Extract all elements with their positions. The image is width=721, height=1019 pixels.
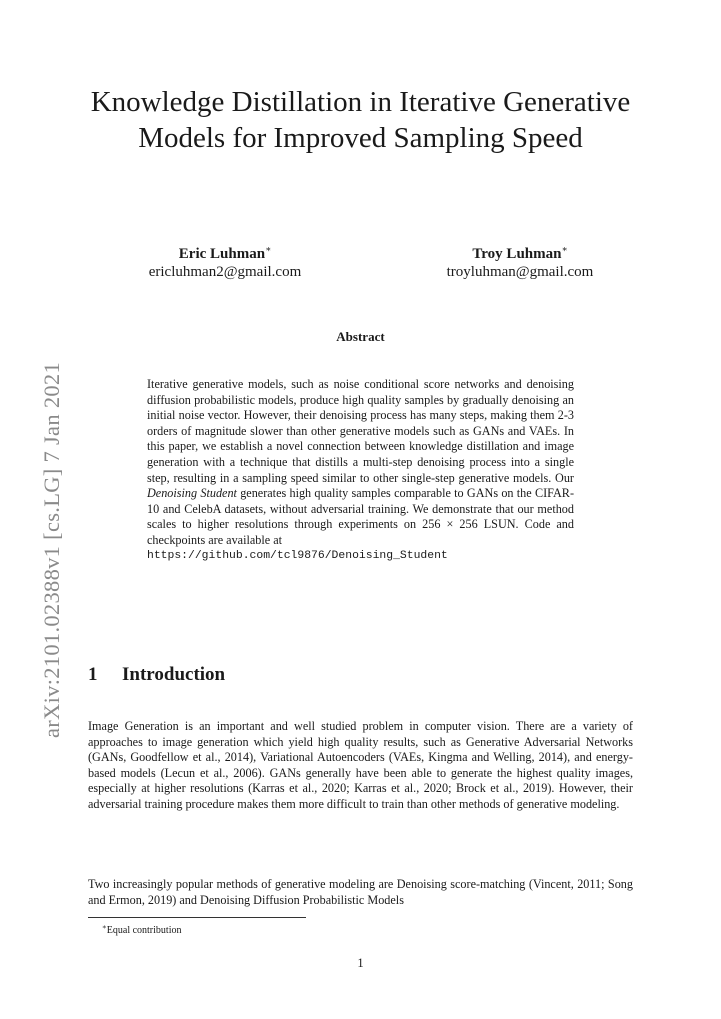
method-name: Denoising Student: [147, 486, 237, 501]
author-name: Troy Luhman∗: [472, 244, 568, 262]
section-title: Introduction: [122, 664, 226, 685]
arxiv-identifier: arXiv:2101.02388v1 [cs.LG] 7 Jan 2021: [39, 361, 64, 739]
section-number: 1: [88, 664, 98, 685]
footnote-rule: [88, 917, 306, 918]
author-block-2: [395, 240, 645, 281]
author-block-1: [100, 240, 350, 281]
abstract-body: Iterative generative models, such as noise conditional score networks and denoising diffusion probabilistic models, produce high quality samples by gradually denoising an initial noise vector. However, their denoising process has many steps, making them 2-3 orders of magnitude slower than other generative models such as GANs and VAEs. In this paper, we establish a novel connection between knowledge distillation and image generation with a technique that distills a multi-step denoising process into a single step, resulting in a sampling speed similar to other single-step generative models. Our Denoising Student generates high quality samples comparable to GANs on the CIFAR-10 and CelebA datasets, without adversarial training. We demonstrate that our method scales to higher resolutions through experiments on 256 × 256 LSUN. Code and checkpoints are available at https://github.com/tcl9876/Denoising_Student: [147, 377, 574, 564]
author-email: troyluhman@gmail.com: [446, 264, 594, 280]
author-email: ericluhman2@gmail.com: [148, 264, 302, 280]
abstract-heading: Abstract: [336, 329, 385, 344]
intro-paragraph-1: Image Generation is an important and well studied problem in computer vision. There are a variety of approaches to image generation which yield high quality results, such as Generative Adversarial Networks (GANs, Goodfellow et al., 2014), Variational Autoencoders (VAEs, Kingma and Welling, 2014), and energy-based models (Lecun et al., 2006). GANs generally have been able to generate the highest quality images, especially at higher resolutions (Karras et al., 2020; Karras et al., 2020; Brock et al., 2019). However, their adversarial training procedure makes them more difficult to train than other methods of generative modeling.: [88, 719, 633, 811]
author-name: Eric Luhman∗: [178, 244, 272, 262]
section-heading: [88, 664, 225, 686]
equal-contribution-mark: ∗: [265, 244, 272, 254]
footnote-mark: ∗: [102, 923, 107, 931]
intro-paragraph-2: Two increasingly popular methods of generative modeling are Denoising score-matching (Vincent, 2011; Song and Ermon, 2019) and Denoising Diffusion Probabilistic Models: [88, 877, 633, 907]
page-number: 1: [357, 956, 364, 970]
equal-contribution-mark: ∗: [561, 244, 568, 254]
paper-title: Knowledge Distillation in Iterative Generative Models for Improved Sampling Speed: [90, 86, 631, 154]
footnote: ∗Equal contribution: [102, 923, 182, 936]
code-link[interactable]: https://github.com/tcl9876/Denoising_Student: [147, 549, 448, 562]
